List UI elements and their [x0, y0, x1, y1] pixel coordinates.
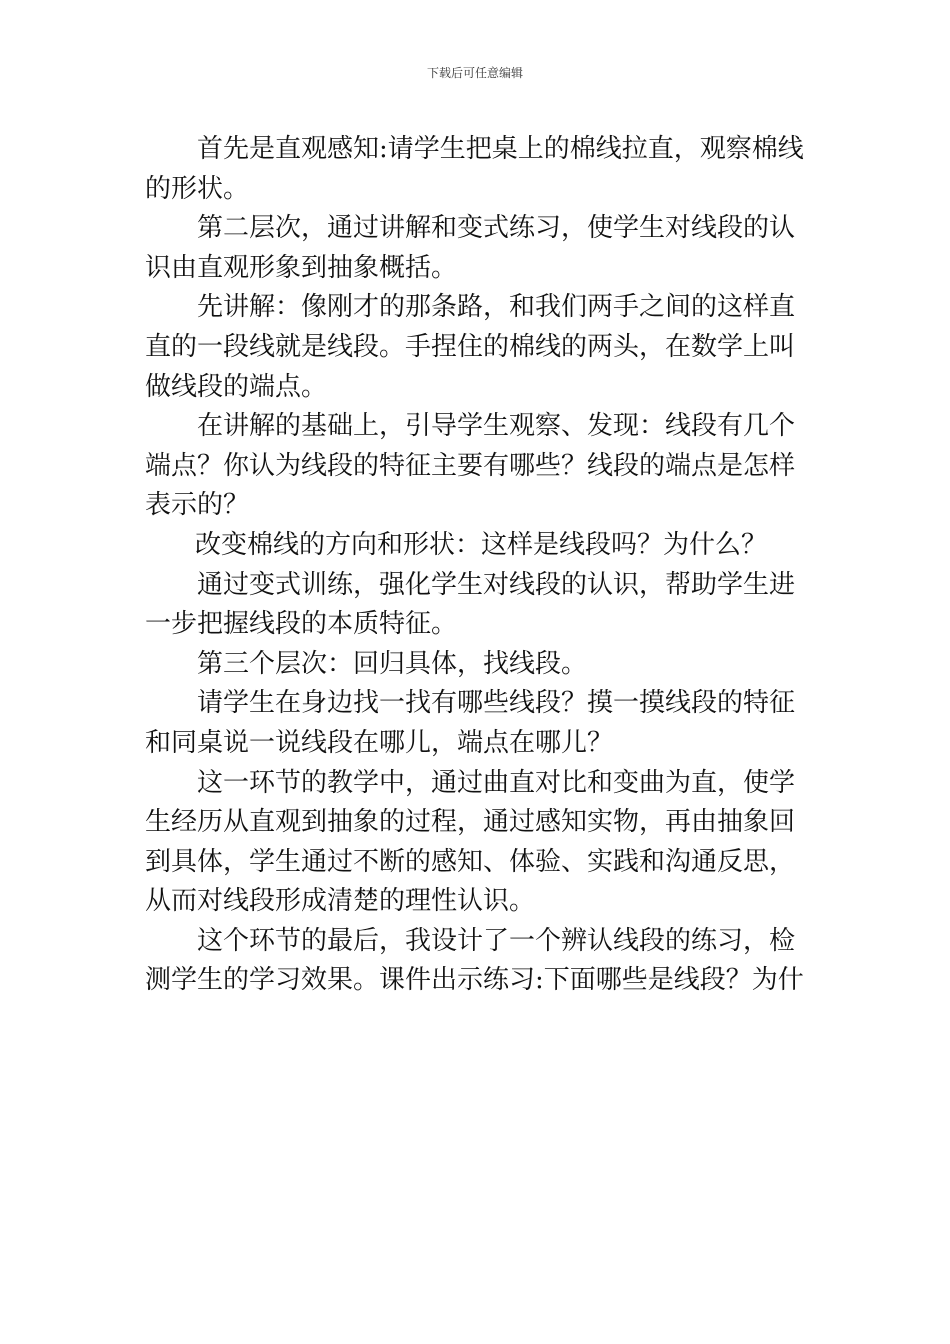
- paragraph-line: 这个环节的最后，我设计了一个辨认线段的练习，检: [197, 925, 796, 956]
- page-header: 下载后可任意编辑: [426, 66, 523, 80]
- paragraph-line: 通过变式训练，强化学生对线段的认识，帮助学生进: [197, 569, 796, 600]
- paragraph-line: 直的一段线就是线段。手捏住的棉线的两头，在数学上叫: [145, 331, 796, 362]
- paragraph-line: 第二层次，通过讲解和变式练习，使学生对线段的认: [197, 213, 796, 244]
- paragraph-line: 从而对线段形成清楚的理性认识。: [145, 886, 536, 917]
- paragraph-line: 生经历从直观到抽象的过程，通过感知实物，再由抽象回: [145, 807, 796, 838]
- paragraph-line: 的形状。: [145, 173, 250, 204]
- paragraph-line: 一步把握线段的本质特征。: [145, 609, 458, 640]
- paragraph-line: 测学生的学习效果。课件出示练习:下面哪些是线段？为什: [145, 965, 804, 996]
- paragraph-line: 和同桌说一说线段在哪儿，端点在哪儿？: [145, 727, 614, 758]
- document-body: [145, 130, 810, 1001]
- paragraph-line: 请学生在身边找一找有哪些线段？摸一摸线段的特征: [197, 688, 796, 719]
- paragraph-line: 做线段的端点。: [145, 371, 328, 402]
- paragraph-line: 首先是直观感知:请学生把桌上的棉线拉直，观察棉线: [197, 134, 804, 164]
- paragraph-line: 改变棉线的方向和形状：这样是线段吗？为什么？: [195, 529, 768, 560]
- paragraph-line: 表示的？: [145, 490, 250, 521]
- paragraph-line: 端点？你认为线段的特征主要有哪些？线段的端点是怎样: [145, 450, 796, 481]
- paragraph-line: 先讲解：像刚才的那条路，和我们两手之间的这样直: [197, 292, 796, 323]
- paragraph-line: 这一环节的教学中，通过曲直对比和变曲为直，使学: [197, 767, 796, 798]
- paragraph-line: 第三个层次：回归具体，找线段。: [197, 648, 588, 679]
- paragraph-line: 到具体，学生通过不断的感知、体验、实践和沟通反思，: [145, 846, 796, 877]
- paragraph-line: 识由直观形象到抽象概括。: [145, 252, 458, 283]
- paragraph-line: 在讲解的基础上，引导学生观察、发现：线段有几个: [197, 411, 796, 442]
